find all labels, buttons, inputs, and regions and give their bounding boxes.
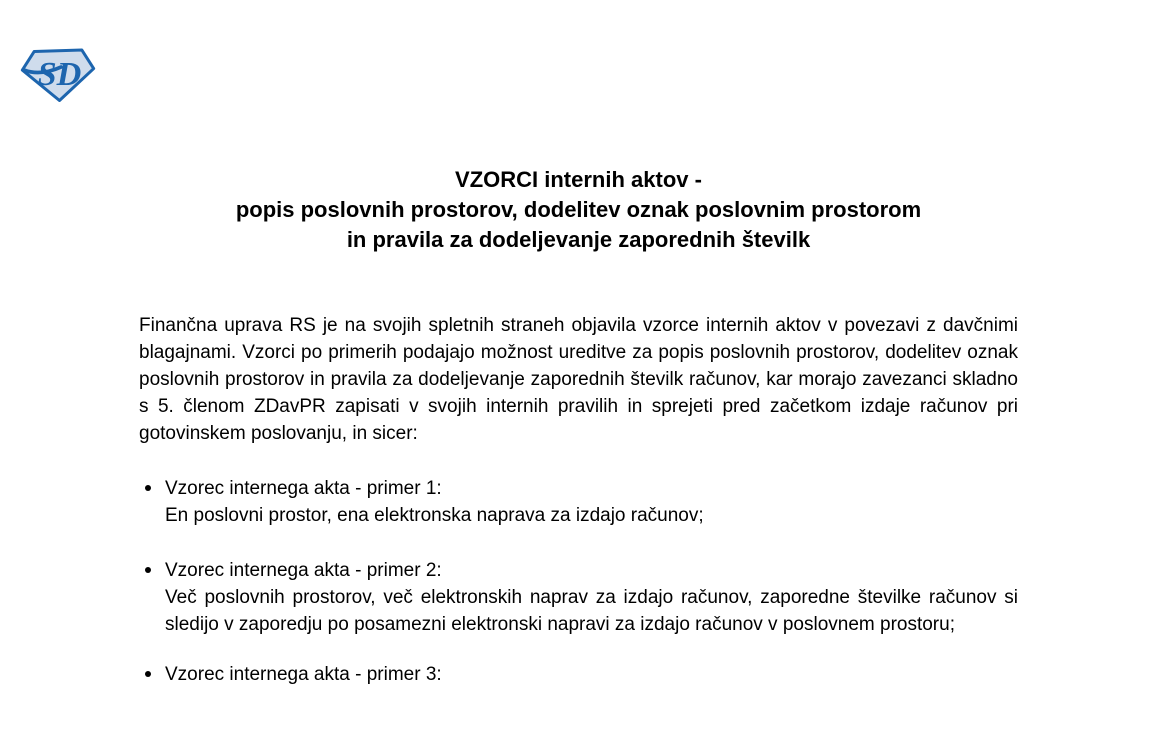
list-item-text bbox=[165, 557, 1018, 638]
bullet-icon bbox=[145, 485, 151, 491]
list-item-text bbox=[165, 475, 1018, 529]
list-item-text bbox=[165, 661, 1018, 688]
title-line-2: popis poslovnih prostorov, dodelitev oznak poslovnim prostorom bbox=[235, 197, 922, 222]
sd-shield-logo bbox=[20, 47, 96, 102]
bullet-icon bbox=[145, 671, 151, 677]
intro-paragraph: Finančna uprava RS je na svojih spletnih straneh objavila vzorce internih aktov v povezavi z davčnimi blagajnami. Vzorci po primerih podajajo možnost ureditve za popis poslovnih prostorov, dodelitev oznak poslovnih prostorov in pravila za dodeljevanje zaporednih številk računov, kar morajo zavezanci skladno s 5. členom ZDavPR zapisati v svojih internih pravilih in sprejeti pred začetkom izdaje računov pri gotovinskem poslovanju, in sicer: bbox=[139, 315, 1018, 444]
list-item-header: Vzorec internega akta - primer 3: bbox=[165, 664, 442, 685]
list-item-primer-1 bbox=[139, 475, 1018, 529]
list-item-primer-2 bbox=[139, 557, 1018, 638]
document-content bbox=[139, 0, 1018, 688]
list-item-header: Vzorec internega akta - primer 2: bbox=[165, 560, 442, 581]
list-item-primer-3 bbox=[139, 661, 1018, 688]
list-item-header: Vzorec internega akta - primer 1: bbox=[165, 478, 442, 499]
bullet-list bbox=[139, 475, 1018, 688]
bullet-icon bbox=[145, 567, 151, 573]
document-title bbox=[139, 165, 1018, 255]
title-line-1: VZORCI internih aktov - bbox=[455, 167, 702, 192]
list-item-body: Več poslovnih prostorov, več elektronskih naprav za izdajo računov, zaporedne številke računov si sledijo v zaporedju po posamezni elektronski napravi za izdajo računov v poslovnem prostoru; bbox=[165, 587, 1018, 635]
title-line-3: in pravila za dodeljevanje zaporednih številk bbox=[346, 227, 811, 252]
shield-icon bbox=[20, 47, 96, 102]
list-item-body: En poslovni prostor, ena elektronska naprava za izdajo računov; bbox=[165, 505, 704, 526]
logo-letters: SD bbox=[37, 55, 82, 93]
